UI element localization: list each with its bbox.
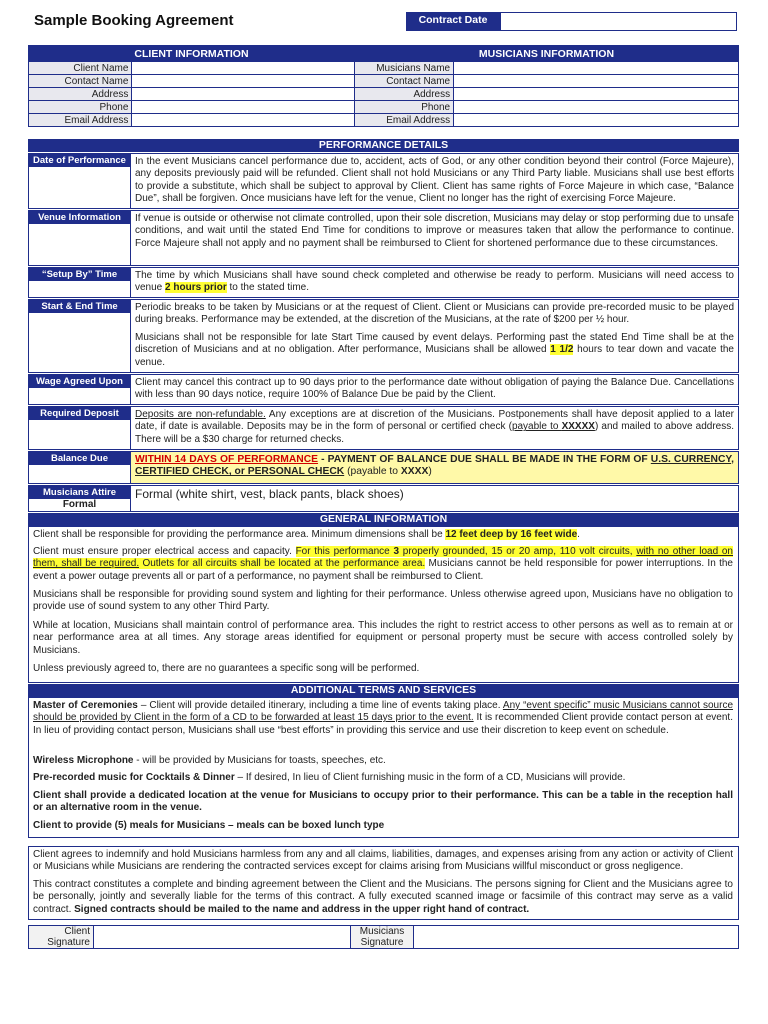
client-field-label: Phone (29, 101, 132, 114)
musicians-contact-field[interactable] (454, 75, 739, 88)
wage-label: Wage Agreed Upon (29, 375, 130, 388)
additional-terms-heading: ADDITIONAL TERMS AND SERVICES (28, 684, 739, 697)
signature-table (28, 925, 739, 949)
contract-date-field[interactable] (500, 12, 737, 31)
setup-time-text: The time by which Musicians shall have sound check completed and otherwise be ready to perform. Musicians will need access to venue 2 hours prior to the stated time. (135, 270, 734, 294)
general-paragraph: Client must ensure proper electrical access and capacity. For this performance 3 properly grounded, 15 or 20 amp, 110 volt circuits, with no other load on them, shall be required. Outlets for all circuits shall be located at the performance area. Musicians cannot be held responsible for power interruptions. In the event a power outage prevents all or part of a performance, no payment shall be reimbursed to Client. (33, 546, 733, 582)
setup-time-row (28, 267, 739, 298)
required-deposit-row (28, 406, 739, 450)
meals-text: Client to provide (5) meals for Musicians – meals can be boxed lunch type (33, 820, 385, 831)
contract-date-label: Contract Date (406, 12, 500, 31)
wage-row (28, 374, 739, 405)
start-end-time-label: Start & End Time (29, 300, 130, 313)
general-paragraph: While at location, Musicians shall maintain control of performance area. This includes the right to restrict access to other persons as well as to remain at or near performance area at all times. Any storage areas identified for equipment or personal property must be secure with access controlled solely by Musicians. (33, 620, 733, 656)
client-field-label: Client Name (29, 62, 132, 75)
balance-due-row (28, 451, 739, 484)
start-end-time-text: Periodic breaks to be taken by Musicians or at the request of Client. Client or Musicians can provide pre-recorded music to be played during breaks. Performance may be extended, at the discretion of the Musicians, at the rate of $200 per ½ hour. Musicians shall not be responsible for late Start Time caused by event delays. Performing past the stated End Time shall be at the discretion of Musicians and at no obligation. After performance, Musicians shall be allowed 1 1/2 hours to tear down and vacate the venue. (135, 302, 734, 368)
performance-details-heading: PERFORMANCE DETAILS (28, 139, 739, 152)
master-of-ceremonies-text: Master of Ceremonies – Client will provide detailed itinerary, including a time line of events taking place. Any “event specific” music Musicians cannot source should be provided by Client in the form of a CD to be forwarded at least 15 days prior to the event. It is recommended Client provide contact person at event. In lieu of providing contact person, Musicians shall use “best efforts” in providing this service and use their discretion to keep event on schedule. (33, 700, 734, 736)
start-end-time-row (28, 299, 739, 373)
client-signature-field[interactable] (94, 926, 351, 949)
client-name-field[interactable] (132, 62, 355, 75)
musicians-signature-label: Musicians Signature (351, 926, 414, 949)
general-paragraph: Client shall be responsible for providing the performance area. Minimum dimensions shall be 12 feet deep by 16 feet wide. (33, 529, 580, 540)
client-signature-label: Client Signature (29, 926, 94, 949)
indemnify-paragraph: Client agrees to indemnify and hold Musicians harmless from any and all claims, liabilities, damages, and expenses arising from any action or activity of Client or Musicians while Musicians are rendering the contracted services except for claims arising from Musicians willful misconduct or gross negligence. (33, 849, 733, 873)
balance-due-label: Balance Due (29, 452, 130, 465)
attire-row (28, 485, 739, 512)
venue-information-label: Venue Information (29, 211, 130, 224)
musicians-address-field[interactable] (454, 88, 739, 101)
musicians-signature-field[interactable] (414, 926, 739, 949)
general-paragraph: Musicians shall be responsible for providing sound system and lighting for their performance. Unless otherwise agreed upon, Musicians have no obligation to provide use of sound system to any other Third Party. (33, 589, 733, 613)
dedicated-location-text: Client shall provide a dedicated location at the venue for Musicians to occupy prior to their performance. This can be a table in the reception hall or an alternative room in the venue. (33, 790, 733, 814)
musicians-phone-field[interactable] (454, 101, 739, 114)
wage-text: Client may cancel this contract up to 90 days prior to the performance date without obligation of paying the Balance Due. Cancellations with less than 90 days notice, require 100% of Balance Due be paid by the Client. (135, 377, 734, 401)
musicians-field-label: Phone (355, 101, 454, 114)
musicians-field-label: Email Address (355, 114, 454, 127)
musicians-field-label: Address (355, 88, 454, 101)
client-contact-field[interactable] (132, 75, 355, 88)
musicians-email-field[interactable] (454, 114, 739, 127)
musicians-field-label: Musicians Name (355, 62, 454, 75)
client-info-table (28, 45, 355, 127)
attire-label: Musicians Attire (29, 486, 130, 499)
musicians-info-table (354, 45, 739, 127)
attire-text: Formal (white shirt, vest, black pants, black shoes) (135, 487, 404, 501)
client-field-label: Email Address (29, 114, 132, 127)
musicians-field-label: Contact Name (355, 75, 454, 88)
client-info-heading: CLIENT INFORMATION (29, 46, 355, 62)
balance-due-text: WITHIN 14 DAYS OF PERFORMANCE - PAYMENT OF BALANCE DUE SHALL BE MADE IN THE FORM OF U.S. CURRENCY, CERTIFIED CHECK, or PERSONAL CHECK (payable to XXXX) (135, 454, 734, 478)
page-title: Sample Booking Agreement (34, 12, 234, 29)
client-field-label: Contact Name (29, 75, 132, 88)
client-phone-field[interactable] (132, 101, 355, 114)
venue-information-text: If venue is outside or otherwise not climate controlled, upon their sole discretion, Musicians may delay or stop performing due to unsafe conditions, and wait until the stated End Time for conditions to improve or measures taken that allow the performance to continue. Force Majeure shall not apply and no payment shall be reimbursed to Client for shortened performance due to these circumstances. (135, 213, 734, 249)
general-information-heading: GENERAL INFORMATION (28, 513, 739, 526)
required-deposit-text: Deposits are non-refundable. Any exceptions are at discretion of the Musicians. Postponements shall have deposit applied to a later date, if date is available. Deposits may be in the form of personal or certified check (payable to XXXXX) and mailed to above address. There will be a $30 charge for returned checks. (135, 409, 735, 445)
date-of-performance-row (28, 153, 739, 209)
venue-information-row (28, 210, 739, 266)
required-deposit-label: Required Deposit (29, 407, 130, 420)
client-email-field[interactable] (132, 114, 355, 127)
date-of-performance-label: Date of Performance (29, 154, 130, 167)
general-paragraph: Unless previously agreed to, there are no guarantees a specific song will be performed. (33, 663, 420, 674)
binding-agreement-paragraph: This contract constitutes a complete and binding agreement between the Client and the Musicians. The persons signing for Client and the Musicians agree to be personally, jointly and severally liable for the terms of this contract. A fully executed scanned image or facsimile of this contract may serve as a valid contract. Signed contracts should be mailed to the name and address in the upper right hand of contract. (33, 879, 733, 915)
prerecorded-music-text: Pre-recorded music for Cocktails & Dinner – If desired, In lieu of Client furnishing music in the form of a CD, Musicians will provide. (33, 772, 626, 783)
client-field-label: Address (29, 88, 132, 101)
date-of-performance-text: In the event Musicians cancel performance due to, accident, acts of God, or any other condition beyond their control (Force Majeure), any deposits previously paid will be refunded. Client shall not hold Musicians or any Third Party liable. Musicians shall use best efforts to provide a substitute, which shall be subject to approval by Client. Client has same rights of Force Majeure in which case, “Balance Due”, shall be forgiven. Once musicians have left for the venue, Client no longer has the right of exercising Force Majeure. (135, 156, 734, 205)
musicians-info-heading: MUSICIANS INFORMATION (355, 46, 739, 62)
client-address-field[interactable] (132, 88, 355, 101)
musicians-name-field[interactable] (454, 62, 739, 75)
wireless-microphone-text: Wireless Microphone - will be provided by Musicians for toasts, speeches, etc. (33, 755, 386, 766)
attire-value: Formal (62, 499, 97, 510)
setup-time-label: “Setup By” Time (29, 268, 130, 281)
